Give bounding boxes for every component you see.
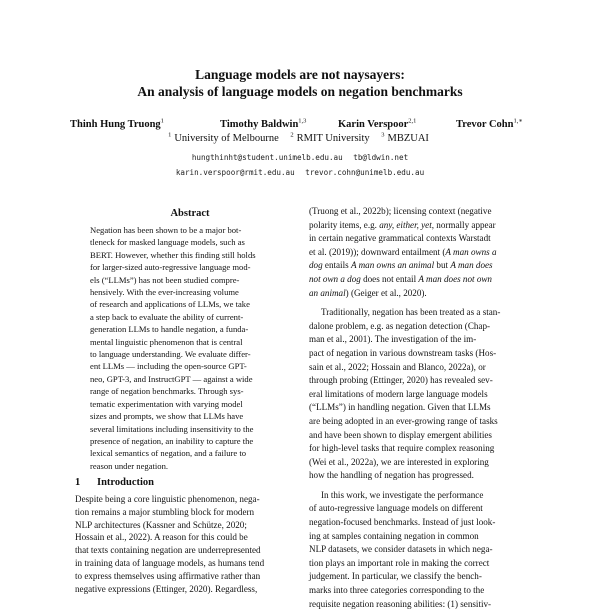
affiliation: $^2$ RMIT University bbox=[290, 131, 370, 144]
text-line: reason under negation. bbox=[90, 460, 169, 471]
text-line: ing at samples containing negation in common bbox=[309, 530, 479, 541]
text-line: and have been shown to display emergent abilities bbox=[309, 429, 492, 440]
text-line: Despite being a core linguistic phenomenon, nega- bbox=[75, 494, 260, 504]
author: Karin Verspoor$^{2,1}$ bbox=[338, 117, 417, 130]
text-line: (Truong et al., 2022b); licensing context (negative bbox=[309, 206, 492, 216]
text-line: several limitations including insensitivity to the bbox=[90, 423, 254, 434]
text-line: (Wei et al., 2022a), we are interested in exploring bbox=[309, 456, 489, 467]
text-line: mental linguistic phenomenon that is central bbox=[90, 336, 243, 347]
text-line: are being adopted in an ever-growing range of tasks bbox=[309, 415, 498, 426]
text-line: for high-level tasks that require complex reasoning bbox=[309, 443, 495, 454]
author: Thinh Hung Truong$^1$ bbox=[70, 117, 164, 130]
paper-title-line-1: Language models are not naysayers: bbox=[195, 67, 405, 82]
email: karin.verspoor@rmit.edu.au bbox=[175, 168, 295, 177]
paragraph bbox=[309, 205, 531, 300]
email: trevor.cohn@unimelb.edu.au bbox=[305, 168, 425, 177]
text-line: through probing (Ettinger, 2020) has revealed sev- bbox=[309, 375, 493, 386]
text-line: negative expressions (Ettinger, 2020). Regardless, bbox=[75, 583, 258, 594]
text-line: neo, GPT-3, and InstructGPT — against a wide bbox=[90, 373, 253, 384]
text-line: sizes and prompts, we show that LLMs have bbox=[90, 411, 244, 422]
text-line: NLP datasets, we consider datasets in which nega- bbox=[309, 544, 493, 555]
text-line: judgement. In particular, we classify the bench- bbox=[309, 571, 482, 582]
text-line: tleneck for masked language models, such as bbox=[90, 237, 245, 248]
author: Trevor Cohn$^{1,∗}$ bbox=[456, 117, 523, 130]
section-number: 1 bbox=[75, 477, 81, 488]
text-line: tion plays an important role in making the correct bbox=[309, 557, 490, 568]
text-line: of research and applications of LLMs, we take bbox=[90, 299, 250, 310]
text-line: negation-focused benchmarks. Instead of just look- bbox=[309, 517, 496, 528]
text-line: tematic experimentation with varying model bbox=[90, 398, 243, 409]
text-line: to language understanding. We evaluate differ- bbox=[90, 349, 251, 360]
author-list bbox=[70, 118, 540, 132]
text-line: dog entails A man owns an animal but A man does bbox=[309, 260, 493, 271]
text-line: et al. (2019)); downward entailment (A man owns a bbox=[309, 246, 497, 257]
text-line: a step back to evaluate the ability of current- bbox=[90, 311, 244, 322]
text-line: that texts containing negation are underrepresented bbox=[75, 545, 261, 556]
text-line: dalone problem, e.g. as negation detection (Chap- bbox=[309, 320, 491, 331]
email: tb@ldwin.net bbox=[353, 153, 409, 162]
text-line: generation LLMs to handle negation, a funda- bbox=[90, 324, 249, 335]
affiliation-list bbox=[0, 132, 600, 146]
text-line: ent LLMs — including the open-source GPT- bbox=[90, 361, 247, 372]
paragraph bbox=[309, 306, 531, 483]
text-line: (“LLMs”) in handling negation. Given that LLMs bbox=[309, 402, 491, 413]
text-line: presence of negation, an inability to capture the bbox=[90, 435, 254, 446]
text-line: Negation has been shown to be a major bot- bbox=[90, 225, 242, 235]
section-title: Introduction bbox=[97, 477, 154, 488]
email-line bbox=[0, 167, 600, 179]
paper-title-line-2: An analysis of language models on negation benchmarks bbox=[137, 84, 463, 99]
text-line: for larger-sized auto-regressive language mod- bbox=[90, 262, 251, 273]
text-line: of auto-regressive language models on different bbox=[309, 503, 483, 514]
abstract-text bbox=[90, 224, 290, 472]
text-line: eral limitations of modern large language models bbox=[309, 388, 488, 399]
paragraph bbox=[309, 489, 531, 611]
text-line: marks into three categories corresponding to the bbox=[309, 585, 485, 596]
text-line: pact of negation in various downstream tasks (Hos- bbox=[309, 347, 497, 358]
text-line: In this work, we investigate the performance bbox=[321, 489, 484, 500]
text-line: man et al., 2001). The investigation of the im- bbox=[309, 334, 477, 345]
text-line: Traditionally, negation has been treated as a stan- bbox=[321, 307, 501, 318]
introduction-text bbox=[75, 493, 297, 595]
text-line: in training data of language models, as humans tend bbox=[75, 557, 265, 568]
text-line: to express themselves using affirmative rather than bbox=[75, 570, 261, 581]
text-line: BERT. However, whether this finding still holds bbox=[90, 249, 256, 260]
abstract-heading: Abstract bbox=[170, 208, 210, 219]
text-line: not own a dog does not entail A man does not own bbox=[309, 273, 492, 284]
section-heading bbox=[75, 476, 295, 490]
email: hungthinht@student.unimelb.edu.au bbox=[191, 153, 343, 162]
text-line: Hossain et al., 2022). A reason for this could be bbox=[75, 532, 248, 543]
text-line: requisite negation reasoning abilities: (1) sensitiv- bbox=[309, 598, 492, 609]
right-column-text bbox=[309, 205, 531, 611]
email-line bbox=[0, 152, 600, 164]
affiliation: $^3$ MBZUAI bbox=[381, 131, 429, 144]
text-line: lexical semantics of negation, and a failure to bbox=[90, 448, 247, 459]
text-line: range of negation benchmarks. Through sys- bbox=[90, 386, 244, 397]
text-line: els (“LLMs”) has not been studied compre- bbox=[90, 274, 240, 285]
text-line: in certain negative grammatical contexts Warstadt bbox=[309, 233, 491, 244]
affiliation: $^1$ University of Melbourne bbox=[168, 131, 279, 144]
text-line: an animal) (Geiger et al., 2020). bbox=[309, 287, 427, 298]
text-line: NLP architectures (Kassner and Schütze, 2020; bbox=[75, 519, 247, 530]
text-line: tion remains a major stumbling block for modern bbox=[75, 506, 255, 517]
text-line: polarity items, e.g. any, either, yet, normally appear bbox=[309, 219, 496, 230]
text-line: how the handling of negation has progressed. bbox=[309, 470, 474, 481]
text-line: hensively. With the ever-increasing volume bbox=[90, 287, 239, 298]
text-line: sain et al., 2022; Hossain and Blanco, 2022a), or bbox=[309, 361, 486, 372]
author: Timothy Baldwin$^{1,3}$ bbox=[220, 117, 307, 130]
